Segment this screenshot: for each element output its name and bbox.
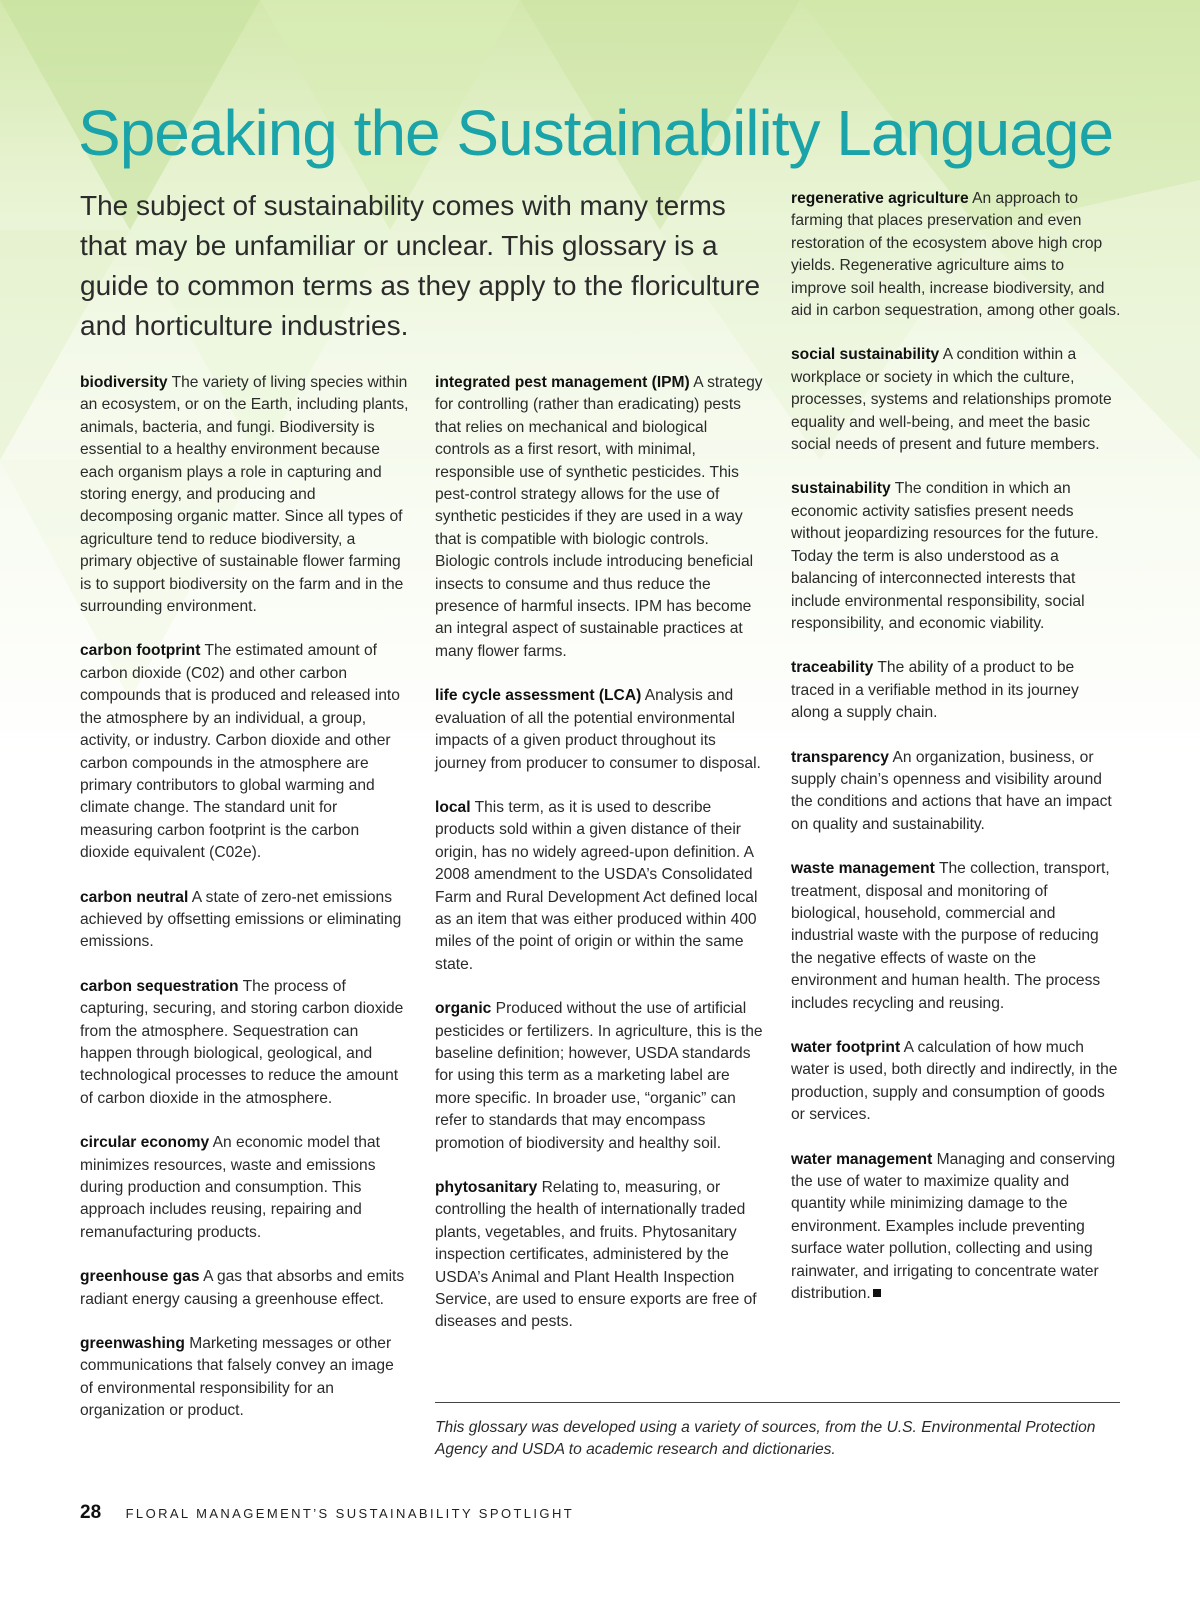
- glossary-entry: [435, 998, 765, 1155]
- glossary-entry: [80, 1333, 410, 1423]
- glossary-entry: [435, 797, 765, 976]
- glossary-entry: [435, 372, 765, 663]
- glossary-definition: Managing and conserving the use of water to maximize quality and quantity while minimizing damage to the environment. Examples include preventing surface water pollution, collecting and using rainwater, and irrigating to concentrate water distribution.: [791, 1150, 1116, 1303]
- glossary-term: regenerative agriculture: [791, 190, 969, 207]
- glossary-term: integrated pest management (IPM): [435, 374, 690, 391]
- glossary-definition: The condition in which an economic activity satisfies present needs without jeopardizing resources for the future. Today the term is also understood as a balancing of interconnected interests that include environmental responsibility, social responsibility, and economic viability.: [791, 480, 1099, 632]
- glossary-entry: [80, 976, 410, 1110]
- glossary-definition: A gas that absorbs and emits radiant energy causing a greenhouse effect.: [80, 1268, 405, 1308]
- glossary-definition: Analysis and evaluation of all the potential environmental impacts of a given product throughout its journey from producer to consumer to disposal.: [435, 687, 761, 772]
- glossary-definition: A strategy for controlling (rather than eradicating) pests that relies on mechanical and biological controls as a first resort, with minimal, responsible use of synthetic pesticides. This pest-control strategy allows for the use of synthetic pesticides if they are used in a way that is compatible with biologic controls. Biologic controls include introducing beneficial insects to consume and thus reduce the presence of harmful insects. IPM has become an integral aspect of sustainable practices at many flower farms.: [435, 374, 763, 660]
- glossary-entry: [435, 1177, 765, 1334]
- page-title: Speaking the Sustainability Language: [78, 97, 1114, 169]
- publication-title: FLORAL MANAGEMENT’S SUSTAINABILITY SPOTLIGHT: [125, 1506, 575, 1521]
- glossary-definition: Produced without the use of artificial pesticides or fertilizers. In agriculture, this is the baseline definition; however, USDA standards for using this term as a marketing label are more specific. In broader use, “organic” can refer to standards that may encompass promotion of biodiversity and healthy soil.: [435, 1000, 763, 1152]
- glossary-entry: [80, 640, 410, 864]
- divider-rule: [435, 1402, 1120, 1403]
- page-number: 28: [80, 1502, 102, 1523]
- source-note: This glossary was developed using a variety of sources, from the U.S. Environmental Protection Agency and USDA to academic research and dictionaries.: [435, 1419, 1096, 1459]
- glossary-term: local: [435, 798, 471, 816]
- glossary-entry: [791, 478, 1121, 635]
- glossary-definition: The estimated amount of carbon dioxide (C02) and other carbon compounds that is produced and released into the atmosphere by an individual, a group, activity, or industry. Carbon dioxide and other carbon compounds in the atmosphere are primary contributors to global warming and climate change. The standard unit for measuring carbon footprint is the carbon dioxide equivalent (C02e).: [80, 642, 400, 862]
- glossary-term: carbon footprint: [80, 642, 201, 660]
- glossary-term: sustainability: [791, 480, 891, 498]
- glossary-definition: Marketing messages or other communications that falsely convey an image of environmental responsibility for an organization or product.: [80, 1335, 394, 1420]
- glossary-term: water management: [791, 1150, 933, 1168]
- glossary-definition: The process of capturing, securing, and storing carbon dioxide from the atmosphere. Sequestration can happen through biological, geological, and technological processes to reduce the amount of carbon dioxide in the atmosphere.: [80, 977, 404, 1107]
- glossary-term: organic: [435, 1000, 492, 1018]
- glossary-definition: The collection, transport, treatment, disposal and monitoring of biological, household, commercial and industrial waste with the purpose of reducing the negative effects of waste on the environment and human health. The process includes recycling and reusing.: [791, 860, 1110, 1012]
- glossary-term: traceability: [791, 659, 874, 677]
- glossary-definition: A calculation of how much water is used, both directly and indirectly, in the production, supply and consumption of goods or services.: [791, 1039, 1118, 1124]
- glossary-column-1: [80, 372, 410, 1445]
- intro-paragraph: The subject of sustainability comes with many terms that may be unfamiliar or unclear. This glossary is a guide to common terms as they apply to the floriculture and horticulture industries.: [80, 190, 761, 341]
- glossary-definition: An organization, business, or supply chain’s openness and visibility around the conditions and actions that have an impact on quality and sustainability.: [791, 748, 1112, 833]
- glossary-term: social sustainability: [791, 346, 940, 364]
- glossary-entry: [80, 1132, 410, 1244]
- glossary-term: greenwashing: [80, 1335, 185, 1353]
- glossary-entry: [791, 188, 1121, 322]
- glossary-term: water footprint: [791, 1039, 901, 1056]
- end-of-article-icon: [873, 1289, 881, 1297]
- glossary-entry: [80, 372, 410, 618]
- glossary-term: life cycle assessment (LCA): [435, 687, 642, 705]
- glossary-entry: [791, 747, 1121, 837]
- glossary-definition: This term, as it is used to describe products sold within a given distance of their origin, has no widely agreed-upon definition. A 2008 amendment to the USDA’s Consolidated Farm and Rural Development Act defined local as an item that was either produced within 400 miles of the point of origin or within the same state.: [435, 798, 758, 973]
- glossary-definition: An approach to farming that places preservation and even restoration of the ecosystem above high crop yields. Regenerative agriculture aims to improve soil health, increase biodiversity, and aid in carbon sequestration, among other goals.: [791, 190, 1121, 320]
- glossary-entry: [791, 858, 1121, 1015]
- glossary-term: biodiversity: [80, 374, 168, 391]
- glossary-term: carbon sequestration: [80, 977, 239, 995]
- page-footer: [80, 1502, 574, 1524]
- glossary-entry: [791, 1149, 1121, 1306]
- glossary-entry: [791, 344, 1121, 456]
- glossary-entry: [80, 887, 410, 954]
- glossary-entry: [80, 1266, 410, 1311]
- glossary-column-2: [435, 372, 765, 1356]
- glossary-entry: [435, 685, 765, 775]
- glossary-term: carbon neutral: [80, 888, 189, 906]
- glossary-term: phytosanitary: [435, 1179, 538, 1196]
- glossary-term: transparency: [791, 748, 889, 766]
- glossary-definition: The variety of living species within an ecosystem, or on the Earth, including plants, animals, bacteria, and fungi. Biodiversity is essential to a healthy environment because each organism plays a role in capturing and storing energy, and producing and decomposing organic matter. Since all types of agriculture tend to reduce biodiversity, a primary objective of sustainable flower farming is to support biodiversity on the farm and in the surrounding environment.: [80, 374, 409, 616]
- glossary-definition: An economic model that minimizes resources, waste and emissions during production and consumption. This approach includes reusing, repairing and remanufacturing products.: [80, 1134, 380, 1241]
- glossary-term: circular economy: [80, 1134, 210, 1152]
- glossary-definition: A state of zero-net emissions achieved by offsetting emissions or eliminating emissions.: [80, 888, 402, 951]
- glossary-entry: [791, 657, 1121, 724]
- glossary-definition: The ability of a product to be traced in a verifiable method in its journey along a supply chain.: [791, 659, 1079, 722]
- glossary-term: greenhouse gas: [80, 1268, 200, 1286]
- glossary-definition: Relating to, measuring, or controlling the health of internationally traded plants, vegetables, and fruits. Phytosanitary inspection certificates, administered by the USDA’s Animal and Plant Health Inspection Service, are used to ensure exports are free of diseases and pests.: [435, 1179, 757, 1331]
- glossary-term: waste management: [791, 860, 935, 878]
- glossary-definition: A condition within a workplace or society in which the culture, processes, systems and relationships promote equality and well-being, and meet the basic social needs of present and future members.: [791, 346, 1112, 454]
- glossary-column-3: [791, 188, 1121, 1327]
- glossary-entry: [791, 1037, 1121, 1127]
